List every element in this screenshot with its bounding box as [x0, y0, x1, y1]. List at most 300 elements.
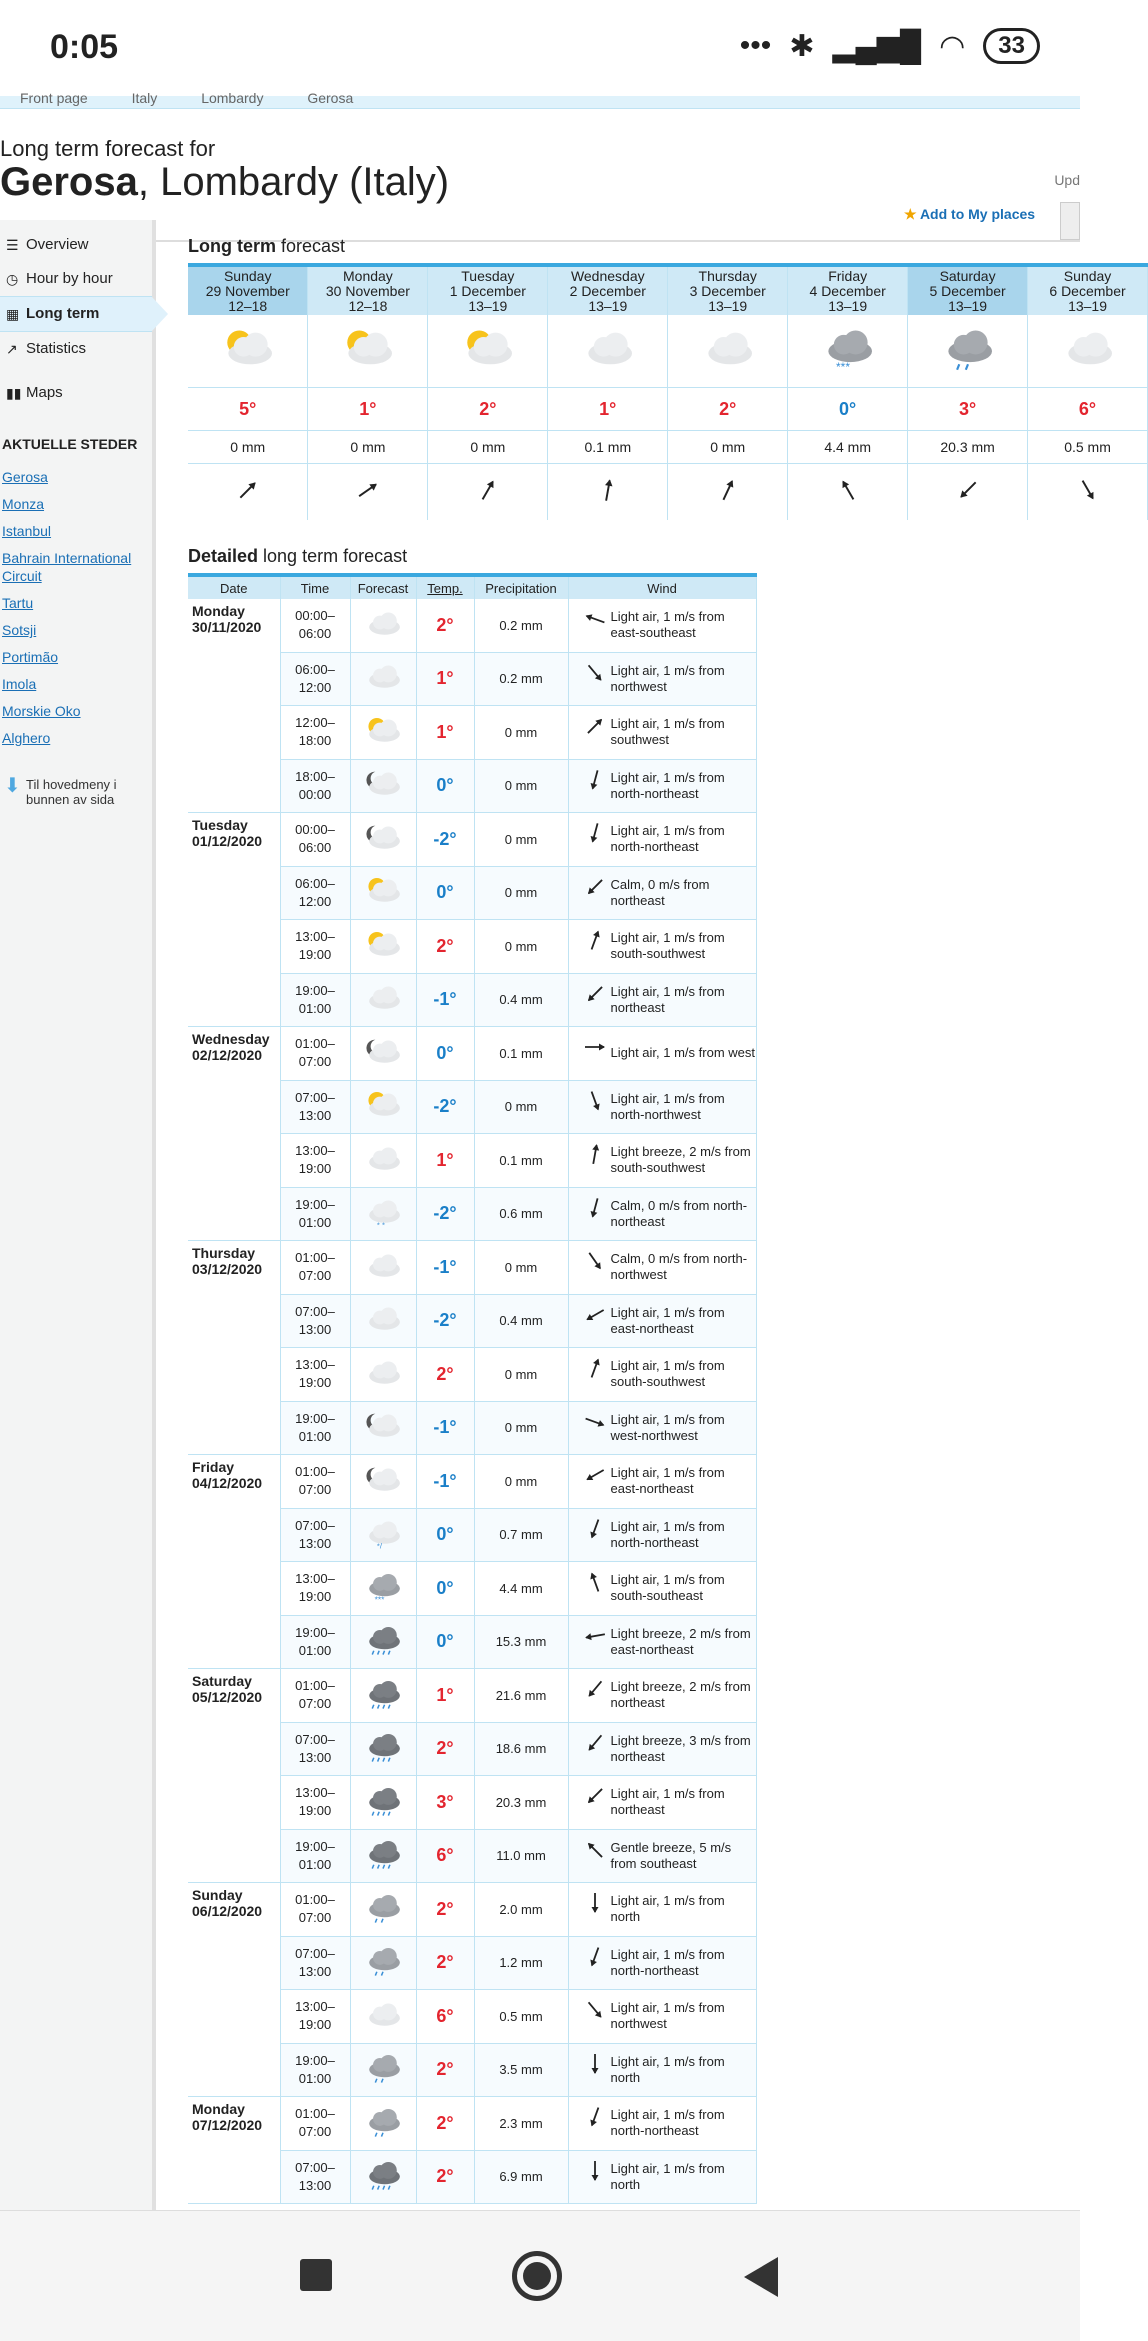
breadcrumb-item[interactable]: Gerosa — [307, 90, 354, 106]
weather-cloud-icon — [1055, 325, 1121, 373]
time-cell — [280, 1455, 350, 1509]
place-name: Gerosa — [0, 160, 138, 204]
precipitation-cell: 0 mm — [474, 1401, 568, 1455]
wind-cell — [568, 1722, 756, 1776]
forecast-cell — [350, 1562, 416, 1616]
col-temp[interactable]: Temp. — [416, 575, 474, 599]
time-cell — [280, 1990, 350, 2044]
breadcrumb-item[interactable]: Italy — [131, 90, 158, 106]
wind-arrow — [583, 1089, 607, 1117]
precipitation-cell: 0.1 mm — [474, 1027, 568, 1081]
day-wind — [308, 464, 428, 521]
weather-night-icon — [360, 821, 406, 855]
date-value: 07/12/2020 — [192, 2117, 263, 2133]
time-start: 06:00– — [295, 875, 335, 891]
nav-maps[interactable] — [0, 376, 152, 410]
time-start: 19:00– — [295, 1410, 335, 1426]
day-wind — [788, 464, 908, 521]
date-value: 05/12/2020 — [192, 1689, 263, 1705]
temp-cell: -2° — [416, 1080, 474, 1134]
time-cell — [280, 1187, 350, 1241]
day-header[interactable] — [1028, 265, 1148, 315]
day-hours: 12–18 — [348, 297, 388, 314]
day-wind — [1028, 464, 1148, 521]
wind-arrow — [583, 768, 607, 796]
date-day-name: Monday — [192, 2101, 245, 2117]
weather-partly-icon — [360, 874, 406, 908]
time-cell — [280, 2150, 350, 2204]
day-temp: 2° — [668, 388, 788, 431]
time-end: 01:00 — [298, 2070, 332, 2086]
precipitation-cell: 11.0 mm — [474, 1829, 568, 1883]
day-forecast — [548, 315, 668, 388]
time-cell — [280, 1027, 350, 1081]
precipitation-cell: 2.3 mm — [474, 2097, 568, 2151]
date-day-name: Wednesday — [192, 1031, 270, 1047]
day-temp: 6° — [1028, 388, 1148, 431]
weather-cloud-icon — [360, 607, 406, 641]
place-link[interactable]: Imola — [2, 676, 37, 692]
wind-arrow — [583, 1410, 607, 1438]
place-link[interactable]: Gerosa — [2, 469, 48, 485]
time-start: 01:00– — [295, 1250, 335, 1266]
time-end: 01:00 — [298, 1642, 332, 1658]
temp-cell: 2° — [416, 920, 474, 974]
list-icon: ☰ — [6, 237, 19, 253]
wind-cell — [568, 759, 756, 813]
title-rest: long term forecast — [258, 546, 408, 566]
time-cell — [280, 1883, 350, 1937]
title-bold: Long term — [188, 236, 276, 256]
time-end: 01:00 — [298, 1000, 332, 1016]
precipitation-cell: 0.6 mm — [474, 1187, 568, 1241]
precipitation-cell: 0 mm — [474, 706, 568, 760]
wind-arrow-icon — [475, 477, 501, 503]
weather-cloud-icon — [360, 1249, 406, 1283]
time-start: 01:00– — [295, 1892, 335, 1908]
temp-cell: 2° — [416, 1722, 474, 1776]
day-precipitation: 0 mm — [668, 431, 788, 464]
place-link[interactable]: Portimão — [2, 649, 59, 665]
time-cell — [280, 2097, 350, 2151]
precipitation-cell: 20.3 mm — [474, 1776, 568, 1830]
time-end: 07:00 — [298, 1910, 332, 1926]
wind-arrow — [583, 928, 607, 956]
wind-arrow — [583, 2159, 607, 2187]
forecast-cell — [350, 1401, 416, 1455]
day-hours: 13–19 — [948, 297, 988, 314]
time-start: 00:00– — [295, 608, 335, 624]
temp-cell: 2° — [416, 1883, 474, 1937]
date-day-name: Saturday — [192, 1673, 252, 1689]
wind-arrow-icon — [583, 928, 607, 952]
forecast-row — [188, 813, 756, 867]
date-cell — [188, 1883, 280, 2097]
day-precipitation: 20.3 mm — [908, 431, 1028, 464]
wind-text: Light air, 1 m/s from north — [610, 2053, 725, 2085]
wind-arrow-icon — [1075, 477, 1101, 503]
wind-text: Light air, 1 m/s from south-southeast — [610, 1572, 725, 1604]
time-end: 07:00 — [298, 1482, 332, 1498]
day-temp: 1° — [548, 388, 668, 431]
wind-text: Light air, 1 m/s from northeast — [610, 1786, 725, 1818]
time-end: 07:00 — [298, 2124, 332, 2140]
wind-arrow — [583, 1891, 607, 1919]
back-to-menu-label: Til hovedmeny i bunnen av sida — [26, 777, 117, 807]
time-start: 13:00– — [295, 1999, 335, 2015]
time-start: 19:00– — [295, 982, 335, 998]
nav-overview[interactable] — [0, 228, 152, 262]
weather-rainheavy-icon — [360, 1730, 406, 1764]
weather-rain-icon — [360, 1891, 406, 1925]
day-precipitation: 0 mm — [308, 431, 428, 464]
wind-cell — [568, 1134, 756, 1188]
forecast-cell — [350, 1883, 416, 1937]
weather-rainheavy-icon — [360, 1784, 406, 1818]
precipitation-cell: 0 mm — [474, 1080, 568, 1134]
temp-cell: 2° — [416, 1936, 474, 1990]
place-link[interactable]: Tartu — [2, 595, 34, 611]
calendar-icon: ▦ — [6, 306, 20, 322]
page-subtitle: Long term forecast for — [0, 136, 216, 161]
date-value: 02/12/2020 — [192, 1047, 263, 1063]
day-header[interactable] — [548, 265, 668, 315]
time-start: 19:00– — [295, 1624, 335, 1640]
forecast-row — [188, 2097, 756, 2151]
sidebar — [0, 220, 156, 2220]
places-title: AKTUELLE STEDER — [2, 436, 138, 452]
bluetooth-icon: ✱ — [789, 29, 815, 63]
wind-cell — [568, 1027, 756, 1081]
breadcrumb-item[interactable]: Front page — [20, 90, 88, 106]
time-end: 19:00 — [298, 1803, 332, 1819]
battery-icon: 33 — [983, 28, 1040, 64]
day-header[interactable] — [908, 265, 1028, 315]
forecast-row — [188, 1669, 756, 1723]
time-cell — [280, 1562, 350, 1616]
weather-cloud-icon — [360, 1302, 406, 1336]
star-icon: ★ — [904, 206, 917, 222]
time-start: 06:00– — [295, 661, 335, 677]
wind-cell — [568, 1936, 756, 1990]
title-bold: Detailed — [188, 546, 259, 566]
places-list — [0, 468, 152, 747]
temp-cell: 0° — [416, 1562, 474, 1616]
time-start: 01:00– — [295, 2106, 335, 2122]
time-start: 01:00– — [295, 1036, 335, 1052]
precipitation-cell: 0.4 mm — [474, 1294, 568, 1348]
wind-text: Light air, 1 m/s from east-southeast — [610, 609, 725, 641]
wind-cell — [568, 1455, 756, 1509]
day-wind — [908, 464, 1028, 521]
time-start: 07:00– — [295, 1731, 335, 1747]
col-forecast: Forecast — [350, 575, 416, 599]
weather-rain-icon — [935, 325, 1001, 373]
time-end: 01:00 — [298, 1428, 332, 1444]
page-title — [0, 160, 449, 205]
precipitation-cell: 0 mm — [474, 920, 568, 974]
wind-cell — [568, 1508, 756, 1562]
weather-night-icon — [360, 767, 406, 801]
place-link[interactable]: Sotsji — [2, 622, 37, 638]
precipitation-cell: 0.5 mm — [474, 1990, 568, 2044]
long-term-table — [188, 263, 1148, 520]
wind-arrow-icon — [583, 1089, 607, 1113]
forecast-cell — [350, 1187, 416, 1241]
forecast-cell — [350, 1080, 416, 1134]
weather-sleet-icon — [360, 1516, 406, 1550]
svg-text:***: *** — [835, 359, 850, 374]
forecast-cell — [350, 1027, 416, 1081]
place-link[interactable]: Monza — [2, 496, 45, 512]
day-wind — [548, 464, 668, 521]
nav-label: Maps — [26, 384, 63, 401]
precipitation-cell: 21.6 mm — [474, 1669, 568, 1723]
precipitation-cell: 3.5 mm — [474, 2043, 568, 2097]
android-nav-bar — [0, 2210, 1080, 2341]
day-name: Friday — [828, 267, 868, 284]
precipitation-cell: 1.2 mm — [474, 1936, 568, 1990]
temp-cell: -2° — [416, 813, 474, 867]
forecast-cell — [350, 866, 416, 920]
day-wind — [668, 464, 788, 521]
home-button[interactable] — [512, 2251, 562, 2301]
time-start: 07:00– — [295, 1303, 335, 1319]
time-end: 13:00 — [298, 1963, 332, 1979]
wind-arrow — [583, 661, 607, 689]
wind-arrow — [583, 1784, 607, 1812]
day-date: 30 November — [325, 282, 410, 299]
date-value: 01/12/2020 — [192, 833, 263, 849]
title-rest: forecast — [276, 236, 346, 256]
wind-arrow — [583, 607, 607, 635]
wind-arrow-icon — [583, 768, 607, 792]
forecast-cell — [350, 1455, 416, 1509]
time-end: 07:00 — [298, 1054, 332, 1070]
forecast-cell — [350, 973, 416, 1027]
svg-text:*/: */ — [376, 1541, 382, 1551]
wind-arrow — [583, 1196, 607, 1224]
wind-text: Light air, 1 m/s from northwest — [610, 662, 725, 694]
wind-cell — [568, 1615, 756, 1669]
time-cell — [280, 920, 350, 974]
day-header[interactable] — [428, 265, 548, 315]
wind-cell — [568, 1348, 756, 1402]
time-cell — [280, 1776, 350, 1830]
weather-rainheavy-icon — [360, 1837, 406, 1871]
wind-text: Calm, 0 m/s from north-northwest — [610, 1251, 748, 1283]
wind-cell — [568, 652, 756, 706]
long-term-title — [188, 236, 1080, 257]
weather-partly-icon — [360, 714, 406, 748]
wind-cell — [568, 706, 756, 760]
time-end: 06:00 — [298, 626, 332, 642]
temp-cell: -1° — [416, 1241, 474, 1295]
day-date: 4 December — [809, 282, 886, 299]
nav-statistics[interactable] — [0, 332, 152, 366]
time-cell — [280, 1615, 350, 1669]
wind-cell — [568, 973, 756, 1027]
date-cell — [188, 1669, 280, 1883]
forecast-cell — [350, 1508, 416, 1562]
place-link[interactable]: Morskie Oko — [2, 703, 81, 719]
time-cell — [280, 706, 350, 760]
wind-text: Light air, 1 m/s from southwest — [610, 716, 725, 748]
weather-night-icon — [360, 1409, 406, 1443]
col-precipitation: Precipitation — [474, 575, 568, 599]
recents-button[interactable] — [300, 2259, 332, 2291]
wind-arrow — [583, 714, 607, 742]
day-temp: 5° — [188, 388, 308, 431]
back-to-menu-link[interactable] — [0, 777, 152, 807]
day-temp: 1° — [308, 388, 428, 431]
time-start: 07:00– — [295, 1945, 335, 1961]
time-cell — [280, 1936, 350, 1990]
wind-text: Light air, 1 m/s from north-northeast — [610, 769, 725, 801]
forecast-row — [188, 1883, 756, 1937]
back-button[interactable] — [744, 2257, 778, 2297]
precipitation-cell: 0.2 mm — [474, 652, 568, 706]
temp-cell: 6° — [416, 1829, 474, 1883]
time-cell — [280, 2043, 350, 2097]
temp-cell: 3° — [416, 1776, 474, 1830]
day-date: 5 December — [929, 282, 1006, 299]
date-cell — [188, 1241, 280, 1455]
place-link[interactable]: Alghero — [2, 730, 51, 746]
weather-rainheavy-icon — [360, 1677, 406, 1711]
wind-arrow-icon — [583, 1784, 607, 1808]
wind-arrow-icon — [583, 1945, 607, 1969]
wind-arrow — [583, 2105, 607, 2133]
precipitation-cell: 18.6 mm — [474, 1722, 568, 1776]
wind-cell — [568, 920, 756, 974]
wind-text: Light air, 1 m/s from northwest — [610, 2000, 725, 2032]
day-precipitation: 0 mm — [188, 431, 308, 464]
wind-text: Light air, 1 m/s from north-northeast — [610, 1518, 725, 1550]
temp-cell: 1° — [416, 1669, 474, 1723]
wind-arrow-icon — [583, 1998, 607, 2022]
wind-arrow — [583, 1677, 607, 1705]
day-name: Sunday — [223, 267, 272, 284]
wind-cell — [568, 1829, 756, 1883]
wind-arrow — [583, 2052, 607, 2080]
detailed-title — [188, 546, 1080, 567]
temp-cell: -1° — [416, 1455, 474, 1509]
weather-night-icon — [360, 1035, 406, 1069]
wind-arrow-icon — [583, 2052, 607, 2076]
wind-text: Light breeze, 3 m/s from northeast — [610, 1732, 751, 1764]
day-name: Wednesday — [570, 267, 645, 284]
col-wind: Wind — [568, 575, 756, 599]
temp-cell: 2° — [416, 2043, 474, 2097]
time-cell — [280, 1294, 350, 1348]
forecast-cell — [350, 1134, 416, 1188]
time-end: 07:00 — [298, 1268, 332, 1284]
wind-arrow — [583, 1142, 607, 1170]
clock-icon: ◷ — [6, 271, 19, 287]
wind-cell — [568, 1776, 756, 1830]
arrow-down-icon: ⬇ — [4, 775, 21, 797]
day-name: Saturday — [939, 267, 996, 284]
temp-cell: -1° — [416, 1401, 474, 1455]
temp-cell: -2° — [416, 1294, 474, 1348]
wind-text: Gentle breeze, 5 m/s from southeast — [610, 1839, 732, 1871]
day-name: Thursday — [698, 267, 757, 284]
precipitation-cell: 0 mm — [474, 1455, 568, 1509]
day-header[interactable] — [188, 265, 308, 315]
status-time: 0:05 — [50, 28, 119, 66]
forecast-cell — [350, 2097, 416, 2151]
wind-text: Light air, 1 m/s from east-northeast — [610, 1465, 725, 1497]
wind-cell — [568, 2097, 756, 2151]
nav-hour-by-hour[interactable] — [0, 262, 152, 296]
forecast-cell — [350, 2043, 416, 2097]
place-link[interactable]: Istanbul — [2, 523, 52, 539]
precipitation-cell: 0 mm — [474, 759, 568, 813]
wind-cell — [568, 1241, 756, 1295]
breadcrumb-item[interactable]: Lombardy — [201, 90, 264, 106]
day-hours: 12–18 — [228, 297, 268, 314]
wind-text: Light air, 1 m/s from north — [610, 1893, 725, 1925]
time-end: 18:00 — [298, 733, 332, 749]
time-cell — [280, 1508, 350, 1562]
weather-rain-icon — [360, 1944, 406, 1978]
wind-arrow — [583, 1570, 607, 1598]
forecast-row — [188, 1241, 756, 1295]
wind-arrow — [583, 1517, 607, 1545]
time-start: 19:00– — [295, 1838, 335, 1854]
wifi-icon: ◠ — [939, 29, 966, 63]
wind-arrow — [583, 982, 607, 1010]
wind-arrow — [583, 1356, 607, 1384]
day-precipitation: 0 mm — [428, 431, 548, 464]
date-cell — [188, 813, 280, 1027]
pdf-icon[interactable] — [1060, 202, 1080, 240]
col-date: Date — [188, 575, 280, 599]
time-end: 06:00 — [298, 840, 332, 856]
day-forecast — [188, 315, 308, 388]
wind-cell — [568, 1990, 756, 2044]
more-dots-icon: ••• — [739, 29, 772, 62]
wind-arrow — [583, 1998, 607, 2026]
nav-long-term[interactable] — [0, 296, 152, 332]
wind-arrow-icon — [583, 1035, 607, 1059]
wind-cell — [568, 1883, 756, 1937]
add-to-my-places-link[interactable] — [904, 206, 1035, 223]
time-end: 01:00 — [298, 1856, 332, 1872]
place-link[interactable]: Bahrain International Circuit — [2, 550, 132, 584]
weather-rain-icon — [360, 2051, 406, 2085]
wind-cell — [568, 2043, 756, 2097]
forecast-cell — [350, 920, 416, 974]
weather-cloud-icon — [360, 1356, 406, 1390]
day-forecast — [308, 315, 428, 388]
forecast-cell — [350, 1294, 416, 1348]
forecast-cell — [350, 706, 416, 760]
weather-cloud-icon — [360, 1998, 406, 2032]
day-header[interactable] — [668, 265, 788, 315]
nav-label: Long term — [26, 305, 100, 322]
day-header[interactable] — [308, 265, 428, 315]
day-date: 1 December — [449, 282, 526, 299]
time-start: 00:00– — [295, 822, 335, 838]
page-header — [0, 136, 1080, 242]
time-start: 13:00– — [295, 1571, 335, 1587]
date-value: 30/11/2020 — [192, 619, 262, 635]
precipitation-cell: 0.2 mm — [474, 599, 568, 652]
wind-arrow-icon — [583, 2105, 607, 2129]
day-header[interactable] — [788, 265, 908, 315]
